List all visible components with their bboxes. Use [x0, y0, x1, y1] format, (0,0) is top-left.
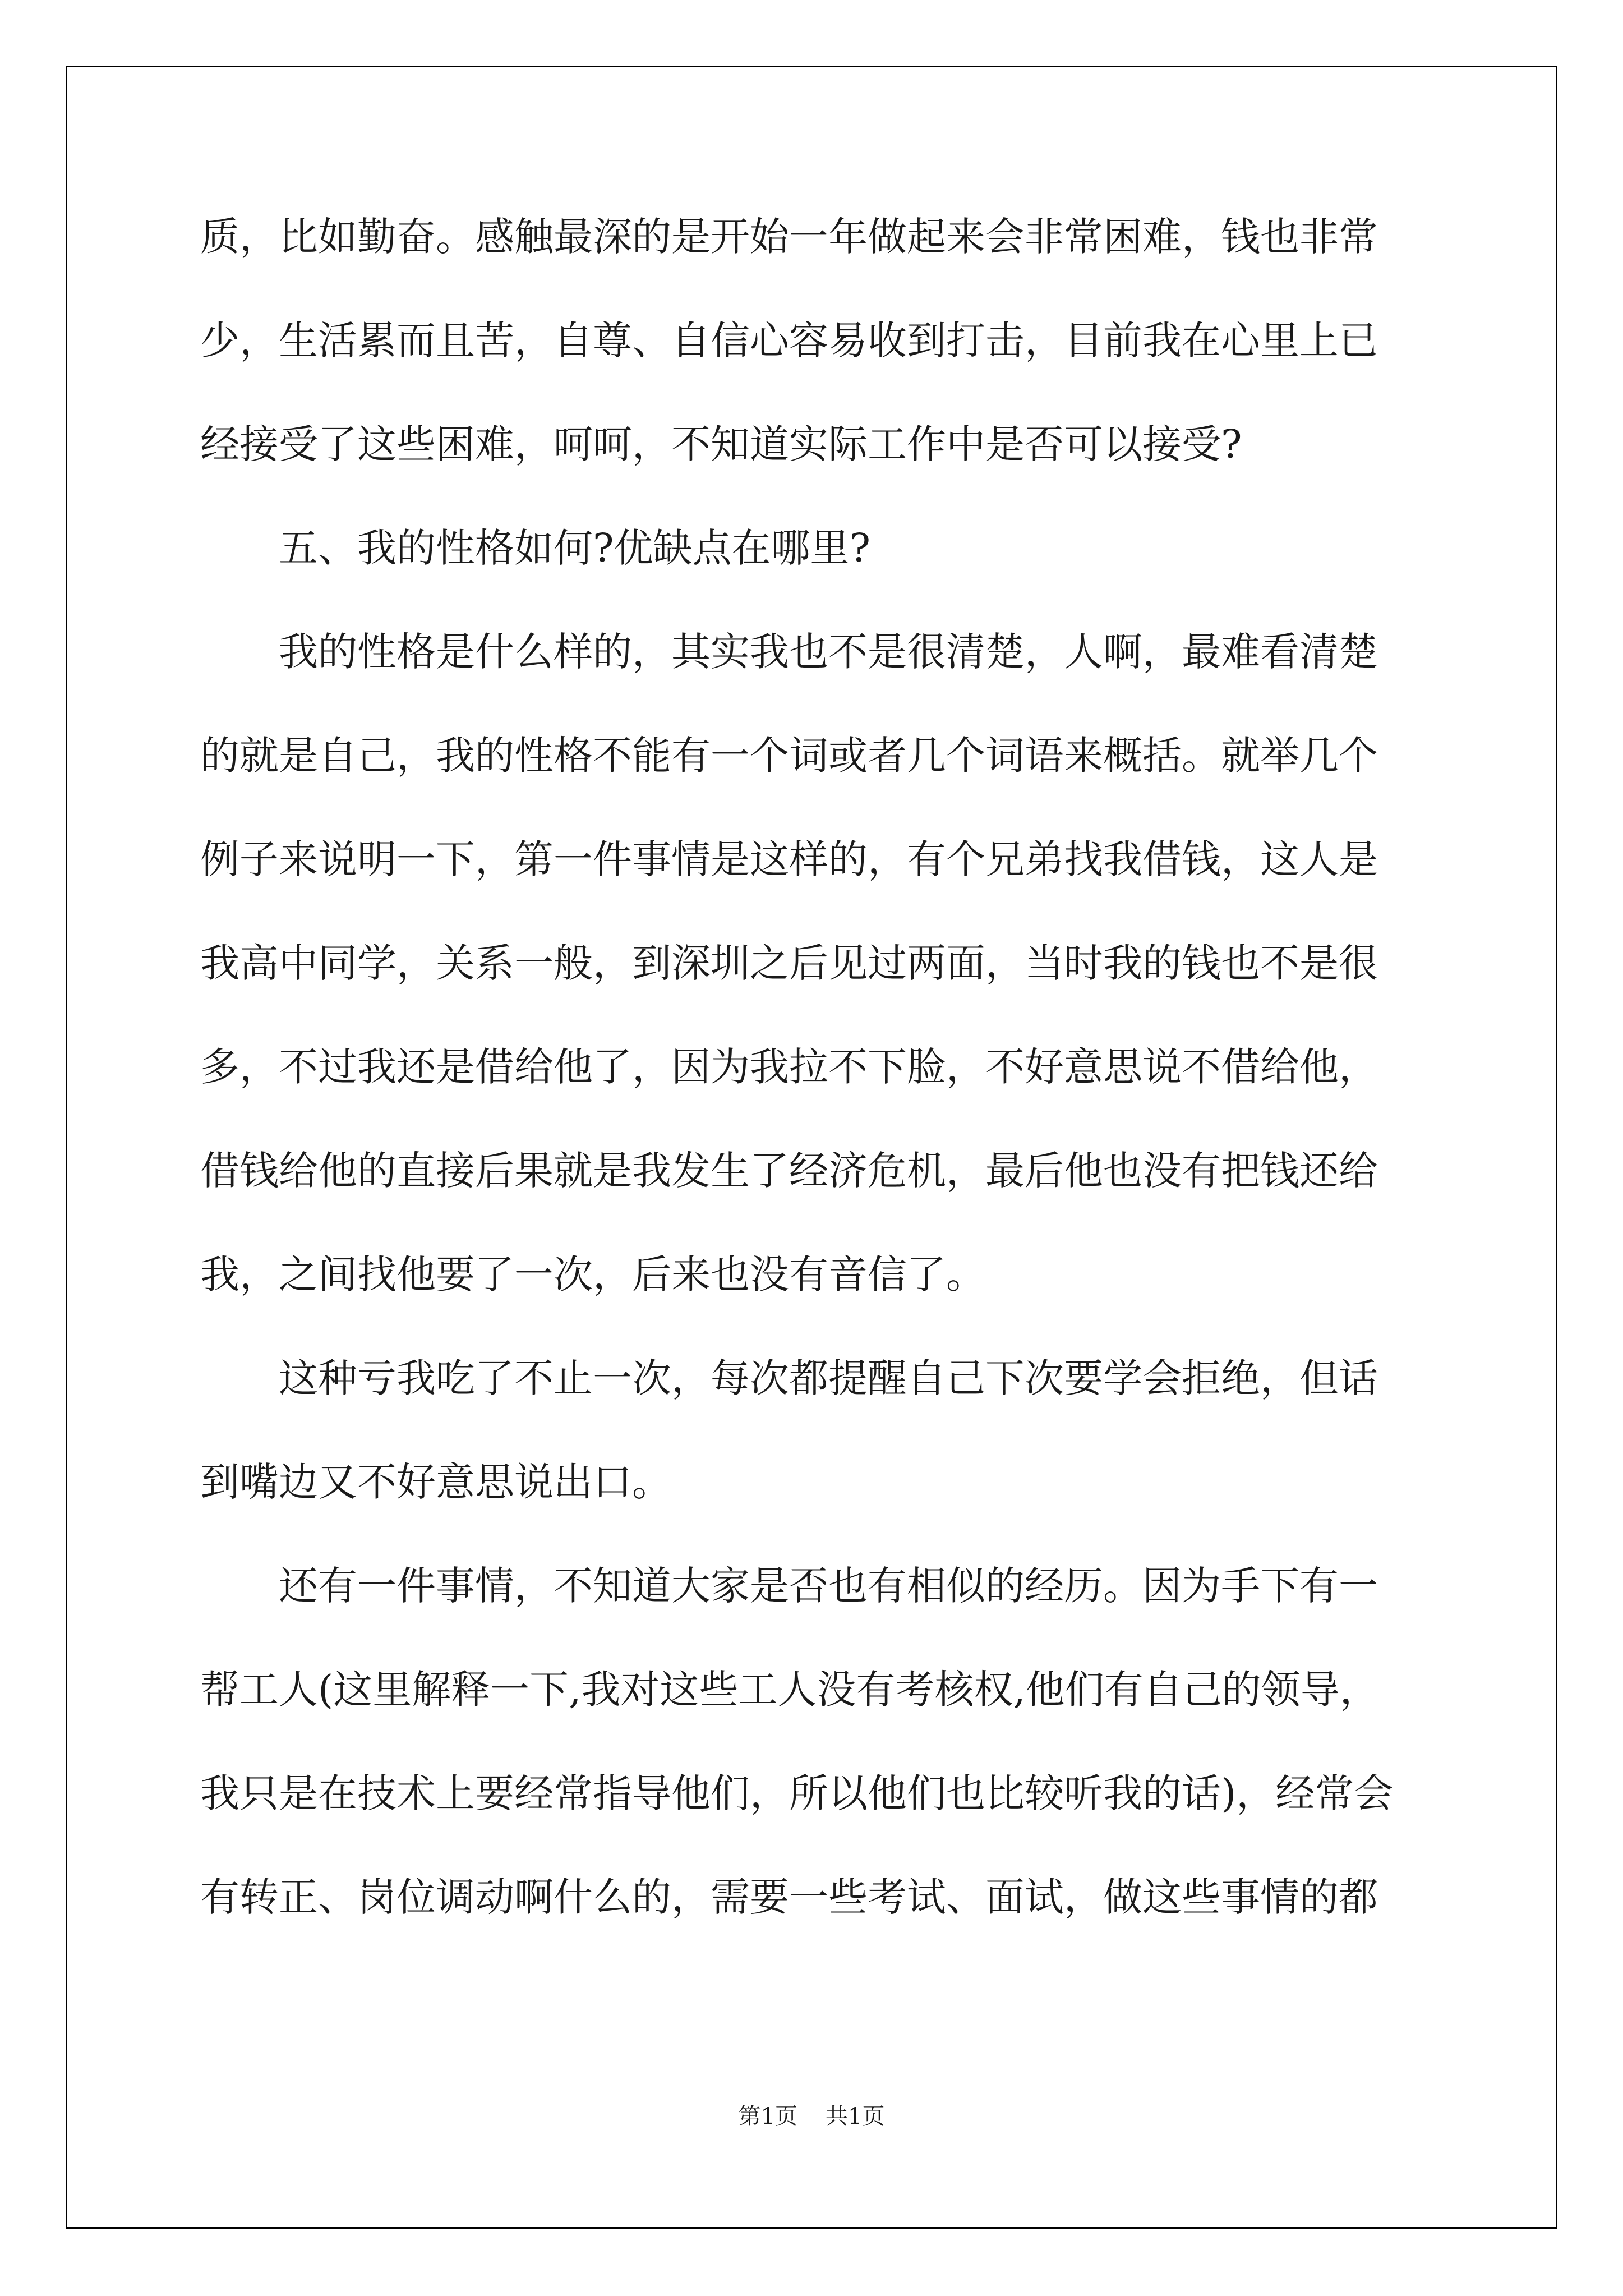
text-line: 经接受了这些困难，呵呵，不知道实际工作中是否可以接受?: [200, 421, 1242, 467]
text-line: 还有一件事情，不知道大家是否也有相似的经历。因为手下有一: [279, 1563, 1378, 1609]
text-line: 例子来说明一下，第一件事情是这样的，有个兄弟找我借钱，这人是: [200, 836, 1378, 882]
text-line: 这种亏我吃了不止一次，每次都提醒自己下次要学会拒绝，但话: [279, 1355, 1378, 1401]
text-line: 帮工人(这里解释一下,我对这些工人没有考核权,他们有自己的领导，: [200, 1667, 1379, 1713]
text-line: 我只是在技术上要经常指导他们，所以他们也比较听我的话)，经常会: [200, 1770, 1394, 1816]
text-line: 我的性格是什么样的，其实我也不是很清楚，人啊，最难看清楚: [279, 629, 1378, 675]
text-line: 我，之间找他要了一次，后来也没有音信了。: [200, 1251, 985, 1297]
text-line: 有转正、岗位调动啊什么的，需要一些考试、面试，做这些事情的都: [200, 1874, 1378, 1920]
text-line: 少，生活累而且苦，自尊、自信心容易收到打击，目前我在心里上已: [200, 318, 1378, 364]
text-line: 的就是自己，我的性格不能有一个词或者几个词语来概括。就举几个: [200, 733, 1378, 779]
page-footer: [0, 2102, 1623, 2131]
total-pages: 共1页: [826, 2104, 885, 2129]
page-number: 第1页: [738, 2104, 797, 2129]
text-line: 借钱给他的直接后果就是我发生了经济危机，最后他也没有把钱还给: [200, 1148, 1378, 1194]
text-line: 多，不过我还是借给他了，因为我拉不下脸，不好意思说不借给他，: [200, 1044, 1378, 1090]
text-line: 我高中同学，关系一般，到深圳之后见过两面，当时我的钱也不是很: [200, 940, 1378, 986]
text-line: 五、我的性格如何?优缺点在哪里?: [279, 525, 871, 571]
text-line: 到嘴边又不好意思说出口。: [200, 1459, 671, 1505]
text-line: 质，比如勤奋。感触最深的是开始一年做起来会非常困难，钱也非常: [200, 214, 1378, 260]
